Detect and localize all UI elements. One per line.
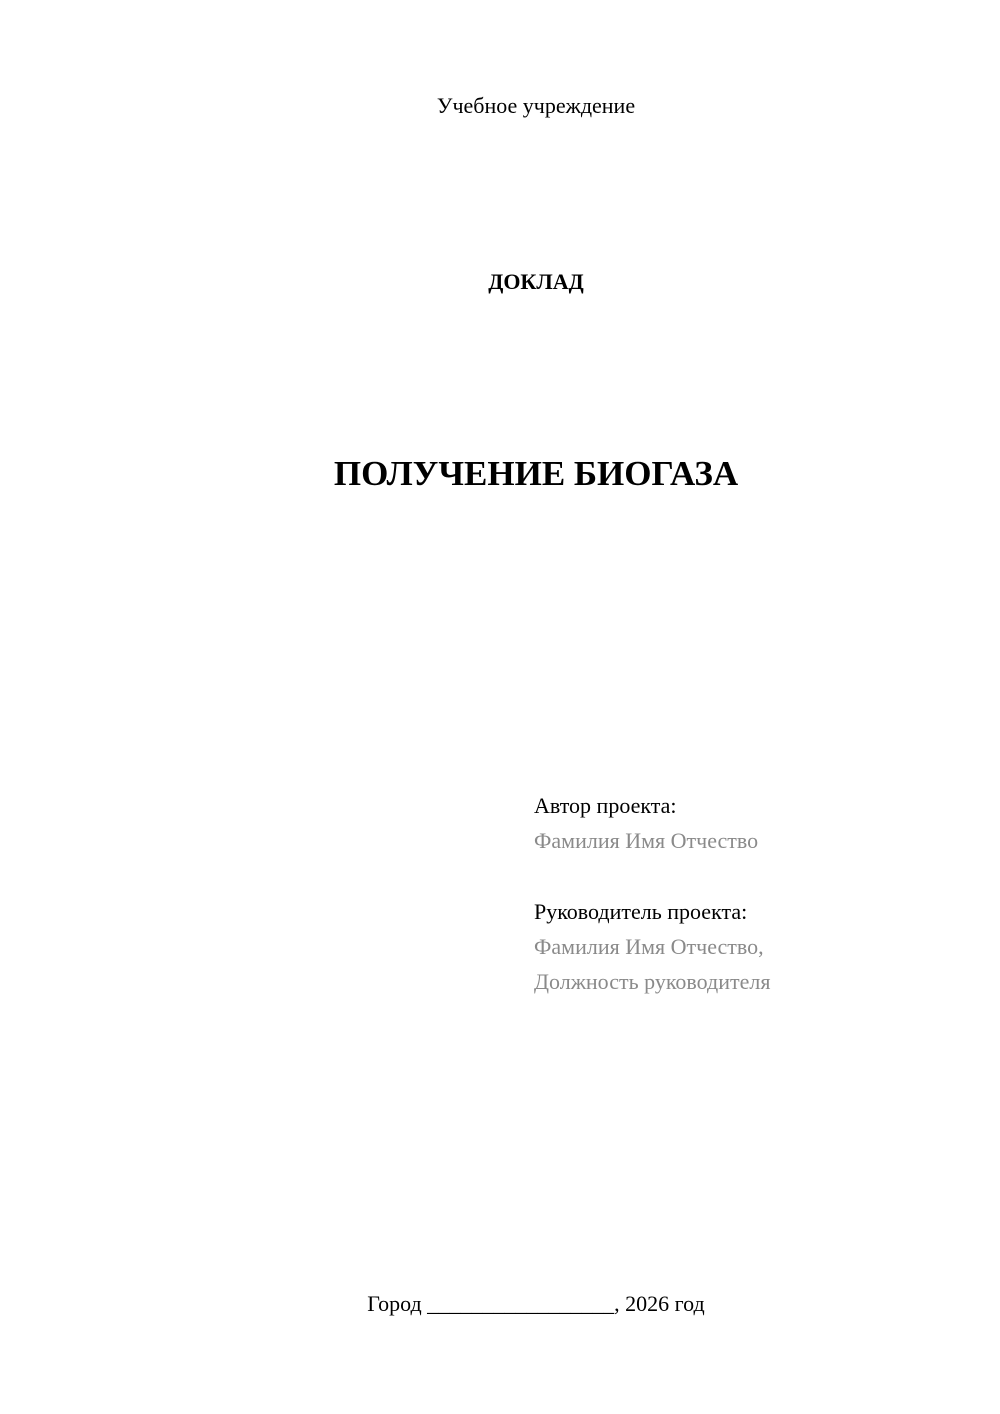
institution-name: Учебное учреждение (436, 93, 636, 118)
credits-spacer (534, 858, 974, 894)
supervisor-name: Фамилия Имя Отчество, (534, 934, 764, 959)
document-title: ПОЛУЧЕНИЕ БИОГАЗА (333, 454, 739, 493)
author-name: Фамилия Имя Отчество (534, 828, 759, 853)
author-label: Автор проекта: (534, 793, 677, 818)
city-year-line: Город _________________, 2026 год (367, 1291, 705, 1316)
supervisor-position: Должность руководителя (534, 969, 771, 994)
document-type: ДОКЛАД (488, 269, 584, 294)
supervisor-label: Руководитель проекта: (534, 899, 748, 924)
credits-block (534, 788, 974, 999)
